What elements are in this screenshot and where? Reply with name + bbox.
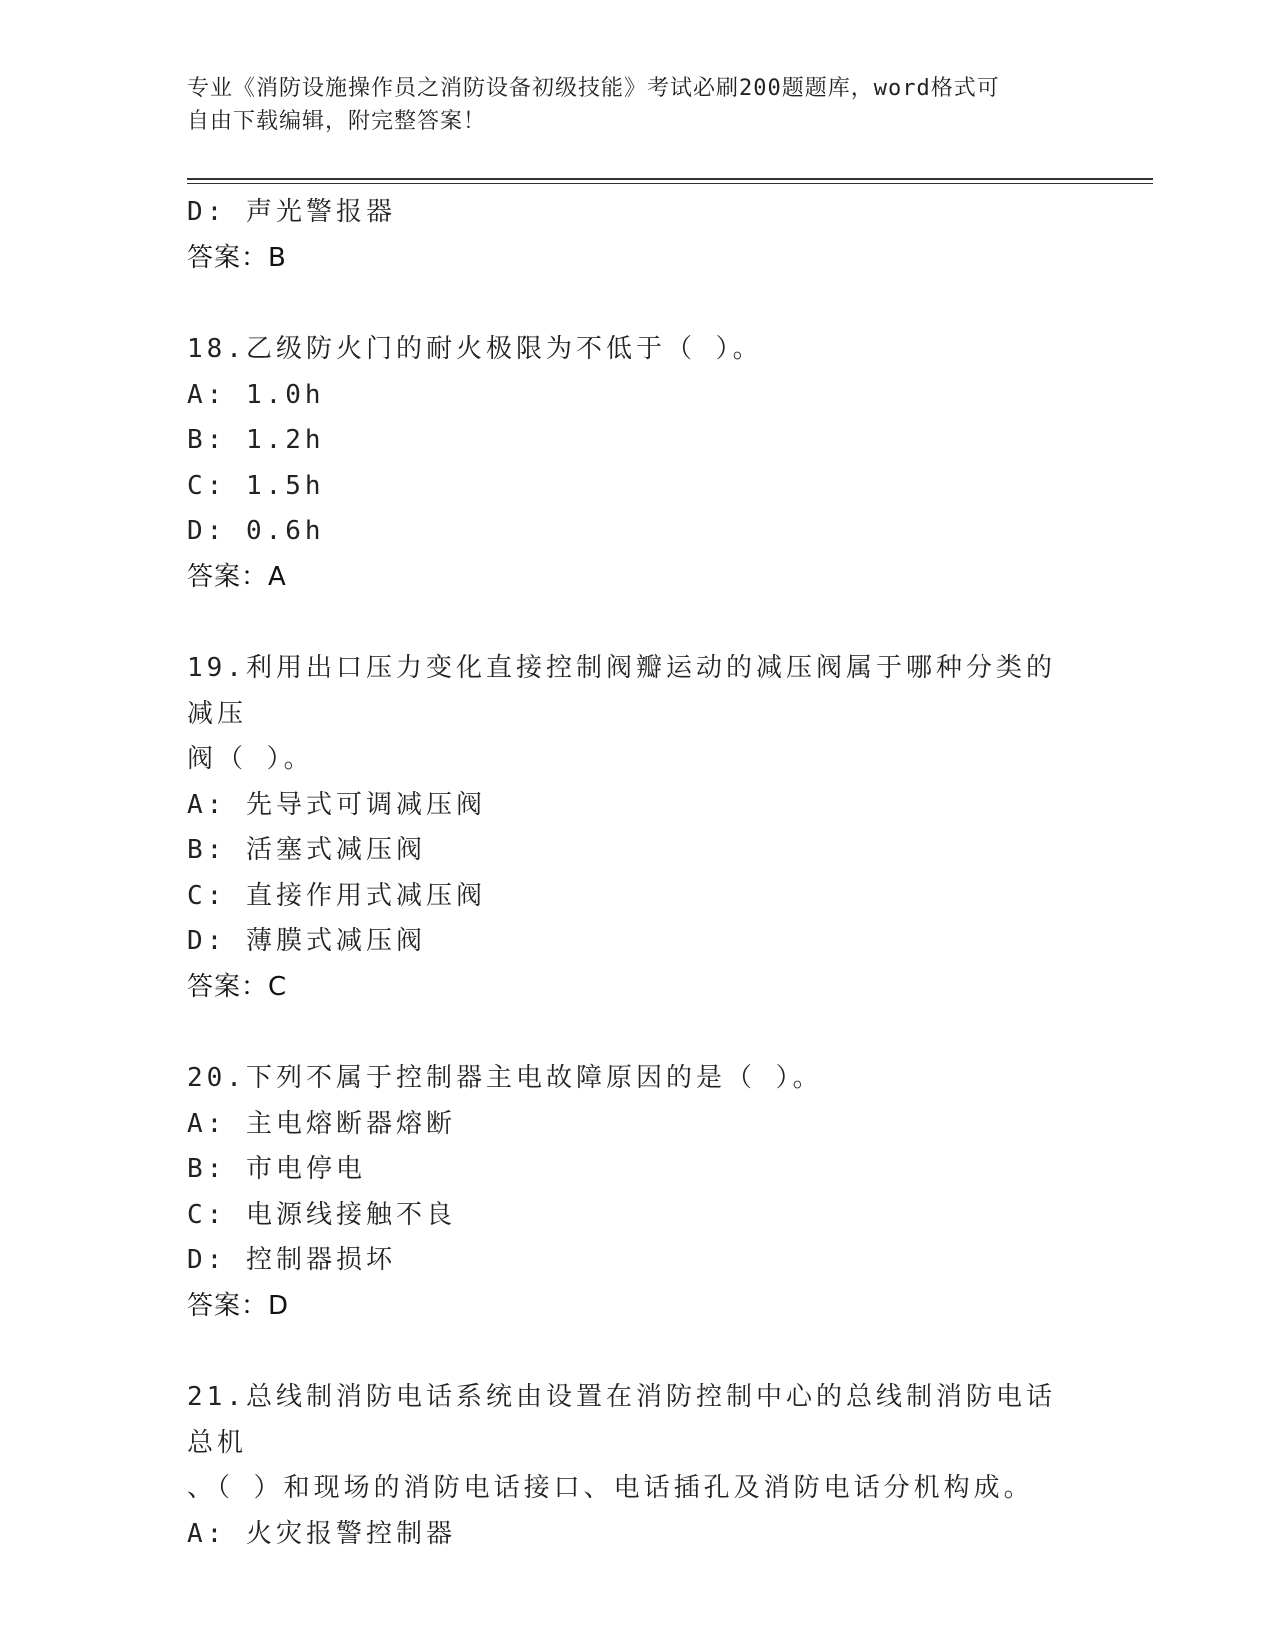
option-a: A: 主电熔断器熔断 [187,1108,456,1139]
option-a: A: 火灾报警控制器 [187,1518,456,1549]
question-18 [187,327,1087,600]
option-c: C: 直接作用式减压阀 [187,880,486,911]
question-21 [187,1375,1087,1557]
header-divider-thin [187,183,1153,184]
header-line-1: 专业《消防设施操作员之消防设备初级技能》考试必刷200题题库，word格式可 [187,76,1000,101]
option-b: B: 活塞式减压阀 [187,835,426,865]
answer: 答案：C [187,971,288,1002]
option-d: D: 控制器损坏 [187,1245,396,1275]
answer: 答案：A [187,561,287,592]
question-stem: 20.下列不属于控制器主电故障原因的是（ ）。 [187,1063,823,1093]
question-stem-line-1: 21.总线制消防电话系统由设置在消防控制中心的总线制消防电话总机 [187,1382,1056,1458]
option-d: D: 薄膜式减压阀 [187,926,426,956]
answer: 答案：D [187,1290,290,1321]
header-divider-thick [187,178,1153,180]
prev-option-d: D: 声光警报器 [187,197,396,227]
question-stem-line-2: 、（ ）和现场的消防电话接口、电话插孔及消防电话分机构成。 [187,1473,1034,1503]
option-d: D: 0.6h [187,516,325,546]
question-stem-line-2: 阀（ ）。 [187,744,314,774]
option-a: A: 先导式可调减压阀 [187,789,486,820]
option-b: B: 1.2h [187,425,325,455]
question-20 [187,1056,1087,1329]
question-stem-line-1: 19.利用出口压力变化直接控制阀瓣运动的减压阀属于哪种分类的减压 [187,653,1056,729]
document-header [187,72,1087,138]
question-stem: 18.乙级防火门的耐火极限为不低于（ ）。 [187,334,763,364]
option-c: C: 1.5h [187,470,325,501]
prev-answer: 答案：B [187,242,287,273]
header-line-2: 自由下载编辑，附完整答案！ [187,109,487,134]
question-list [187,190,1087,1557]
question-19 [187,646,1087,1010]
option-b: B: 市电停电 [187,1154,366,1184]
option-c: C: 电源线接触不良 [187,1199,456,1230]
option-a: A: 1.0h [187,379,325,410]
